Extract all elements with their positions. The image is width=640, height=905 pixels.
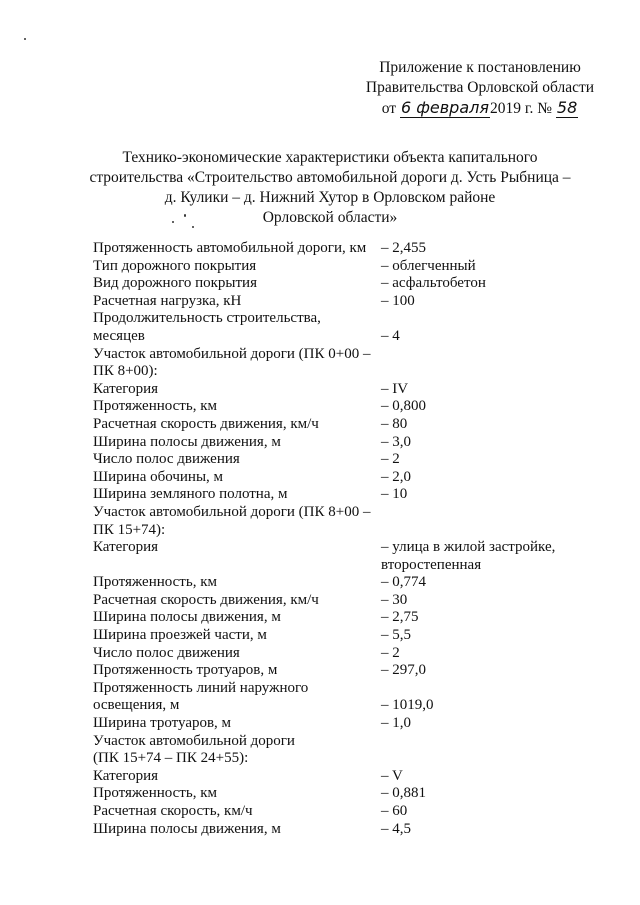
label-line: [93, 557, 381, 575]
characteristic-label: [93, 592, 381, 610]
characteristic-value: [381, 785, 613, 803]
characteristic-label: [93, 258, 381, 276]
characteristic-value: [381, 539, 613, 574]
characteristic-value: [381, 398, 613, 416]
scan-speck: [24, 38, 26, 40]
value-line: [381, 346, 613, 364]
characteristic-value: [381, 662, 613, 680]
characteristic-row: [93, 662, 613, 680]
date-prefix: от: [381, 100, 397, 117]
label-line: Ширина полосы движения, м: [93, 433, 281, 450]
handwritten-date: 6 февраля: [400, 98, 489, 117]
label-line: Участок автомобильной дороги (ПК 8+00 –: [93, 503, 371, 520]
characteristic-value: [381, 680, 613, 715]
label-line: Ширина обочины, м: [93, 468, 224, 485]
characteristic-label: [93, 785, 381, 803]
value-line: второстепенная: [381, 556, 482, 573]
characteristic-row: [93, 381, 613, 399]
label-line: Участок автомобильной дороги: [93, 732, 295, 749]
characteristic-row: [93, 821, 613, 839]
characteristic-row: [93, 258, 613, 276]
characteristic-label: [93, 574, 381, 592]
characteristic-label: [93, 451, 381, 469]
characteristic-value: [381, 715, 613, 733]
characteristics-list: [93, 240, 613, 838]
value-line: – 0,881: [381, 785, 426, 802]
characteristic-row: [93, 592, 613, 610]
value-line: [381, 504, 613, 522]
characteristic-row: [93, 803, 613, 821]
label-line: Ширина проезжей части, м: [93, 627, 267, 644]
characteristic-label: [93, 662, 381, 680]
characteristic-row: [93, 680, 613, 715]
value-line: – 2: [381, 644, 400, 661]
value-line: – 30: [381, 591, 408, 608]
characteristic-row: [93, 416, 613, 434]
characteristic-label: [93, 240, 381, 258]
characteristic-value: [381, 821, 613, 839]
value-line: – 2,455: [381, 240, 426, 256]
document-title: [80, 148, 580, 228]
title-line: строительства «Строительство автомобильной дороги д. Усть Рыбница –: [89, 169, 571, 186]
characteristic-row: [93, 434, 613, 452]
characteristic-label: [93, 803, 381, 821]
characteristic-row: [93, 785, 613, 803]
label-line: Протяженность тротуаров, м: [93, 662, 278, 679]
value-line: – 1019,0: [381, 697, 434, 714]
characteristic-value: [381, 451, 613, 469]
value-line: [381, 680, 613, 698]
characteristic-row: [93, 469, 613, 487]
label-line: Протяженность, км: [93, 398, 217, 415]
value-line: – IV: [381, 380, 409, 397]
characteristic-value: [381, 627, 613, 645]
characteristic-value: [381, 293, 613, 311]
value-line: – 80: [381, 415, 408, 432]
value-line: – 2: [381, 451, 400, 468]
characteristic-value: [381, 434, 613, 452]
characteristic-row: [93, 768, 613, 786]
characteristic-label: [93, 416, 381, 434]
characteristic-row: [93, 275, 613, 293]
characteristic-value: [381, 645, 613, 663]
value-line: – 297,0: [381, 662, 426, 679]
characteristic-row: [93, 293, 613, 311]
value-line: – 0,774: [381, 574, 426, 591]
value-line: – 4,5: [381, 820, 411, 837]
characteristic-row: [93, 539, 613, 574]
resolution-date-line: [345, 98, 615, 119]
label-line: Протяженность, км: [93, 574, 217, 591]
appendix-header: [345, 58, 615, 119]
characteristic-value: [381, 416, 613, 434]
label-line: Участок автомобильной дороги (ПК 0+00 –: [93, 345, 371, 362]
label-line: Ширина тротуаров, м: [93, 715, 232, 732]
label-line: Расчетная скорость движения, км/ч: [93, 591, 319, 608]
characteristic-row: [93, 240, 613, 258]
characteristic-value: [381, 803, 613, 821]
title-line: д. Кулики – д. Нижний Хутор в Орловском районе: [164, 189, 496, 206]
characteristic-label: [93, 346, 381, 381]
characteristic-value: [381, 346, 613, 381]
characteristic-label: [93, 486, 381, 504]
value-line: – облегченный: [381, 257, 476, 274]
appendix-line-1: Приложение к постановлению: [379, 59, 581, 76]
appendix-line-2: Правительства Орловской области: [365, 79, 595, 96]
characteristic-label: [93, 398, 381, 416]
characteristic-label: [93, 645, 381, 663]
label-line: Вид дорожного покрытия: [93, 275, 257, 292]
label-line: Протяженность автомобильной дороги, км: [93, 240, 367, 256]
value-line: – 3,0: [381, 433, 411, 450]
title-line: Технико-экономические характеристики объекта капитального: [122, 149, 538, 166]
characteristic-value: [381, 469, 613, 487]
label-line: месяцев: [93, 327, 145, 344]
year-number-label: 2019 г. №: [489, 100, 553, 117]
characteristic-value: [381, 592, 613, 610]
characteristic-value: [381, 381, 613, 399]
label-line: Число полос движения: [93, 644, 240, 661]
value-line: – улица в жилой застройке,: [381, 539, 556, 556]
label-line: Категория: [93, 767, 158, 784]
value-line: – 100: [381, 292, 415, 309]
characteristic-row: [93, 733, 613, 768]
characteristic-label: [93, 821, 381, 839]
characteristic-label: [93, 539, 381, 574]
characteristic-label: [93, 469, 381, 487]
characteristic-row: [93, 627, 613, 645]
characteristic-row: [93, 346, 613, 381]
characteristic-value: [381, 275, 613, 293]
characteristic-row: [93, 310, 613, 345]
characteristic-row: [93, 645, 613, 663]
characteristic-value: [381, 310, 613, 345]
characteristic-label: [93, 310, 381, 345]
label-line: Число полос движения: [93, 451, 240, 468]
label-line: Тип дорожного покрытия: [93, 257, 257, 274]
characteristic-value: [381, 733, 613, 768]
label-line: Продолжительность строительства,: [93, 310, 321, 327]
label-line: Расчетная скорость, км/ч: [93, 803, 253, 819]
characteristic-row: [93, 486, 613, 504]
characteristic-label: [93, 680, 381, 715]
value-line: – 2,0: [381, 468, 411, 485]
label-line: Ширина полосы движения, м: [93, 609, 281, 626]
label-line: Ширина земляного полотна, м: [93, 486, 288, 503]
label-line: (ПК 15+74 – ПК 24+55):: [93, 750, 249, 767]
value-line: – 2,75: [381, 609, 419, 626]
characteristic-value: [381, 609, 613, 627]
characteristic-row: [93, 715, 613, 733]
label-line: освещения, м: [93, 697, 180, 714]
characteristic-value: [381, 486, 613, 504]
characteristic-label: [93, 381, 381, 399]
value-line: – асфальтобетон: [381, 275, 486, 292]
characteristic-row: [93, 398, 613, 416]
value-line: – 5,5: [381, 627, 411, 644]
value-line: [381, 733, 613, 751]
handwritten-number: 58: [556, 98, 578, 117]
characteristic-label: [93, 733, 381, 768]
value-line: [381, 750, 613, 768]
characteristic-value: [381, 768, 613, 786]
characteristic-value: [381, 504, 613, 539]
characteristic-row: [93, 504, 613, 539]
label-line: Расчетная скорость движения, км/ч: [93, 415, 319, 432]
label-line: ПК 15+74):: [93, 521, 166, 538]
characteristic-row: [93, 451, 613, 469]
value-line: – 60: [381, 803, 408, 819]
title-line: Орловской области»: [262, 209, 398, 226]
label-line: Протяженность, км: [93, 785, 217, 802]
label-line: Протяженность линий наружного: [93, 679, 309, 696]
label-line: Ширина полосы движения, м: [93, 820, 281, 837]
value-line: [381, 363, 613, 381]
value-line: – 0,800: [381, 398, 426, 415]
characteristic-label: [93, 293, 381, 311]
characteristic-value: [381, 258, 613, 276]
characteristic-row: [93, 574, 613, 592]
value-line: [381, 522, 613, 540]
value-line: – 10: [381, 486, 408, 503]
characteristic-label: [93, 715, 381, 733]
characteristic-label: [93, 504, 381, 539]
value-line: – V: [381, 767, 403, 784]
value-line: [381, 310, 613, 328]
value-line: – 1,0: [381, 715, 411, 732]
characteristic-value: [381, 240, 613, 258]
characteristic-row: [93, 609, 613, 627]
value-line: – 4: [381, 327, 400, 344]
characteristic-label: [93, 609, 381, 627]
characteristic-label: [93, 434, 381, 452]
label-line: Категория: [93, 380, 158, 397]
label-line: Расчетная нагрузка, кН: [93, 292, 242, 309]
characteristic-value: [381, 574, 613, 592]
characteristic-label: [93, 627, 381, 645]
characteristic-label: [93, 768, 381, 786]
characteristic-label: [93, 275, 381, 293]
label-line: ПК 8+00):: [93, 363, 158, 380]
label-line: Категория: [93, 539, 158, 556]
